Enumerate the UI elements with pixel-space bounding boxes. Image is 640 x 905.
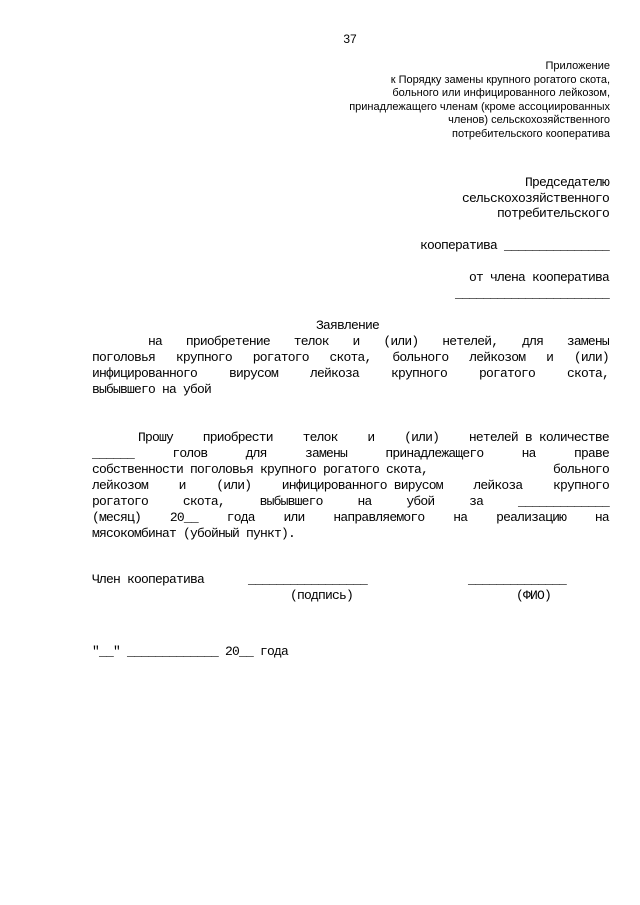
body-line [92, 478, 609, 494]
member-name-blank: ______________________ [454, 286, 609, 301]
subject-line [92, 350, 609, 366]
word: замены [304, 446, 347, 461]
word: крупного [390, 366, 447, 381]
word: для [522, 334, 544, 349]
word: на [594, 510, 609, 525]
word: поголовья [92, 350, 156, 365]
from-member-label: от члена кооператива [468, 270, 609, 285]
word: принадлежащего [385, 446, 484, 461]
word: скота, [329, 350, 372, 365]
member-signature-label: Член кооператива [92, 572, 205, 587]
word: года [226, 510, 255, 525]
word: и [352, 334, 360, 349]
word: направляемого [333, 510, 425, 525]
word: Прошу [138, 430, 174, 445]
word: замены [566, 334, 609, 349]
word: голов [172, 446, 208, 461]
word: крупного [175, 350, 232, 365]
word: собственности поголовья крупного рогатого скота, [92, 462, 429, 477]
word: скота, [566, 366, 609, 381]
word: лейкоза [309, 366, 359, 381]
addressee-line: потребительского [496, 206, 609, 221]
body-line [92, 494, 609, 510]
appendix-line: Приложение [545, 60, 610, 72]
word: инфицированного вирусом [281, 478, 443, 493]
word: или [283, 510, 305, 525]
word: телок [302, 430, 338, 445]
word: (или) [216, 478, 252, 493]
word: нетелей, [442, 334, 499, 349]
word: выбывшего [259, 494, 323, 509]
word: приобретение [185, 334, 270, 349]
body-line [92, 462, 609, 478]
word: лейкоза [473, 478, 523, 493]
word: рогатого [252, 350, 309, 365]
word: больного [552, 462, 609, 477]
document-title: Заявление [316, 318, 380, 333]
word: и [178, 478, 186, 493]
word: телок [293, 334, 329, 349]
month-blank: _____________ [517, 494, 609, 509]
appendix-line: к Порядку замены крупного рогатого скота, [390, 73, 610, 86]
page-number: 37 [343, 32, 357, 46]
year-blank: 20__ [169, 510, 198, 525]
full-name-blank: ______________ [468, 572, 567, 587]
word: больного [392, 350, 449, 365]
word: на [521, 446, 536, 461]
cooperative-name-field: кооператива _______________ [419, 238, 609, 253]
body-line [92, 446, 609, 462]
word: крупного [552, 478, 609, 493]
addressee-line: сельскохозяйственного [461, 190, 609, 206]
word: нетелей в количестве [468, 430, 609, 445]
appendix-line: принадлежащего членам (кроме ассоциированных [349, 100, 610, 113]
addressee-line: Председателю [524, 175, 609, 190]
word: и [367, 430, 375, 445]
word: праве [573, 446, 609, 461]
word: (или) [404, 430, 440, 445]
word: вирусом [229, 366, 279, 381]
addressee-block [462, 175, 609, 222]
appendix-line: членов) сельскохозяйственного [448, 114, 610, 127]
word: и [546, 350, 554, 365]
word: рогатого [92, 494, 149, 509]
word: (или) [383, 334, 419, 349]
word: ______ [92, 446, 135, 461]
body-line [92, 510, 609, 526]
appendix-line: больного или инфицированного лейкозом, [392, 87, 610, 100]
word: скота, [182, 494, 225, 509]
word: за [469, 494, 484, 509]
word: для [245, 446, 267, 461]
appendix-line: потребительского кооператива [451, 127, 610, 140]
word: (или) [573, 350, 609, 365]
word: реализацию [496, 510, 567, 525]
subject-line [92, 366, 609, 382]
word: лейкозом [92, 478, 149, 493]
word: (месяц) [92, 510, 142, 525]
word: приобрести [202, 430, 273, 445]
word: на [148, 334, 163, 349]
body-line: мясокомбинат (убойный пункт). [92, 526, 296, 541]
word: рогатого [478, 366, 535, 381]
word: инфицированного [92, 366, 198, 381]
word: убой [406, 494, 435, 509]
signature-caption: (подпись) [290, 588, 354, 603]
word: на [453, 510, 468, 525]
subject-line [148, 334, 609, 350]
signature-blank: _________________ [248, 572, 368, 587]
date-line: "__" _____________ 20__ года [92, 644, 289, 659]
subject-line: выбывшего на убой [92, 382, 212, 397]
full-name-caption: (ФИО) [516, 588, 552, 603]
word: на [357, 494, 372, 509]
appendix-note [250, 60, 610, 142]
word: лейкозом [469, 350, 526, 365]
body-line [138, 430, 609, 446]
